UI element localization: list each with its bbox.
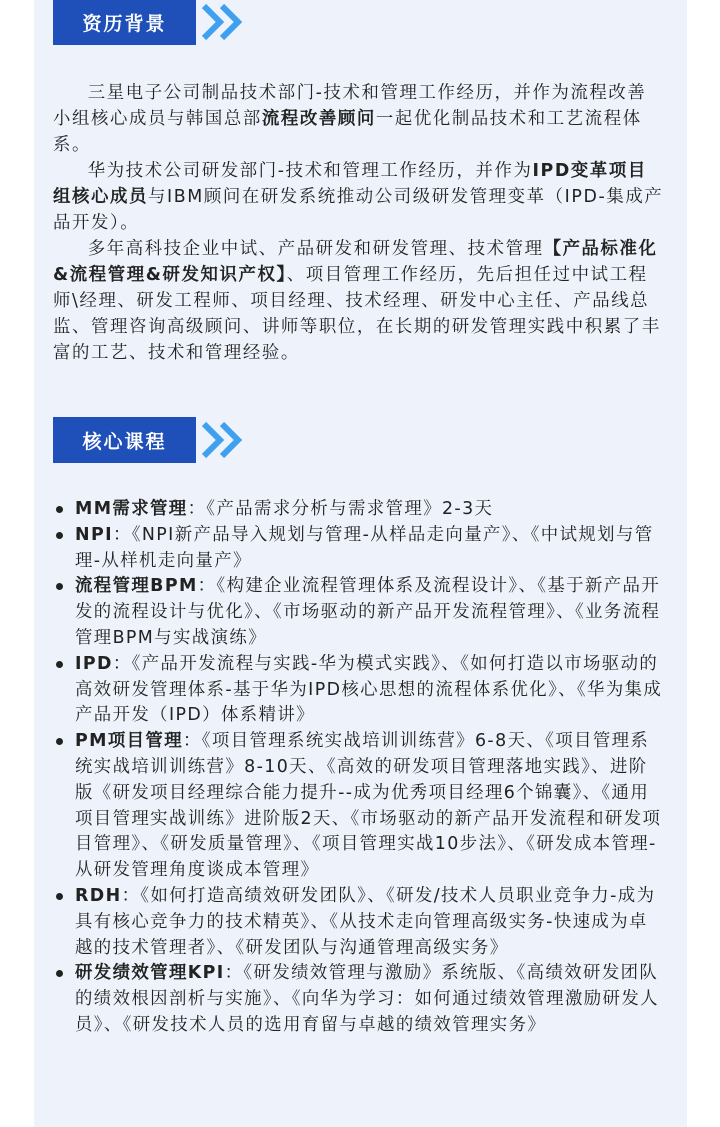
course-description: ：《研发绩效管理与激励》系统版、《高绩效研发团队的绩效根因剖析与实施》、《向华为学习：如何通过绩效管理激励研发人员》、《研发技术人员的选用育留与卓越的绩效管理实务》	[75, 963, 659, 1035]
bold-text-segment: 【产品标准化&流程管理&研发知识产权】	[53, 239, 658, 285]
course-name: 流程管理BPM	[75, 576, 198, 597]
course-description: ：《构建企业流程管理体系及流程设计》、《基于新产品开发的流程设计与优化》、《市场驱动的新产品开发流程管理》、《业务流程管理BPM与实战演练》	[75, 576, 661, 648]
course-item-bpm	[53, 574, 666, 651]
course-name: 研发绩效管理KPI	[75, 963, 225, 984]
course-list	[53, 497, 666, 1039]
background-paragraph-2	[53, 158, 665, 236]
course-description: ：《NPI新产品导入规划与管理-从样品走向量产》、《中试规划与管理-从样机走向量产》	[75, 524, 654, 571]
course-description: ：《产品开发流程与实践-华为模式实践》、《如何打造以市场驱动的高效研发管理体系-基于华为IPD核心思想的流程体系优化》、《华为集成产品开发（IPD）体系精讲》	[75, 653, 663, 726]
course-item-pm	[53, 729, 666, 884]
course-item-npi	[53, 523, 666, 575]
courses-section-title: 核心课程	[53, 417, 196, 463]
text-segment: 多年高科技企业中试、产品研发和研发管理、技术管理	[87, 239, 544, 259]
bold-text-segment: 流程改善顾问	[261, 109, 376, 129]
course-item-ipd	[53, 652, 666, 729]
course-item-mm	[53, 497, 666, 523]
course-item-kpi	[53, 961, 666, 1038]
text-segment: 、项目管理工作经历，先后担任过中试工程师\经理、研发工程师、项目经理、技术经理、研发中心主任、产品线总监、管理咨询高级顾问、讲师等职位，在长期的研发管理实践中积累了丰富的工艺、技术和管理经验。	[53, 265, 661, 363]
double-chevron-right-icon	[202, 3, 246, 41]
course-description: ：《项目管理系统实战培训训练营》6-8天、《项目管理系统实战培训训练营》8-10天、《高效的研发项目管理落地实践》、进阶版《研发项目经理综合能力提升--成为优秀项目经理6个锦囊》、《通用项目管理实战训练》进阶版2天、《市场驱动的新产品开发流程和研发项目管理》、《研发质量管理》、《项目管理实战10步法》、《研发成本管理-从研发管理角度谈成本管理》	[75, 731, 662, 881]
background-paragraph-3	[53, 236, 665, 366]
course-description: ：《产品需求分析与需求管理》2-3天	[187, 499, 494, 519]
double-chevron-right-icon	[202, 421, 246, 459]
course-name: PM项目管理	[75, 731, 184, 752]
bullet-icon	[56, 970, 63, 977]
bullet-icon	[56, 738, 63, 745]
background-section-title: 资历背景	[53, 0, 196, 45]
bullet-icon	[56, 583, 63, 590]
bold-text-segment: IPD变革项目组核心成员	[53, 161, 647, 207]
text-segment: 一起优化制品技术和工艺流程体系。	[53, 109, 642, 155]
background-paragraph-1	[53, 80, 665, 158]
course-item-rdh	[53, 884, 666, 961]
background-text	[53, 80, 665, 366]
course-name: RDH	[75, 885, 122, 906]
course-description: ：《如何打造高绩效研发团队》、《研发/技术人员职业竞争力-成为具有核心竞争力的技术精英》、《从技术走向管理高级实务-快速成为卓越的技术管理者》、《研发团队与沟通管理高级实务》	[75, 885, 656, 958]
text-segment: 华为技术公司研发部门-技术和管理工作经历，并作为	[87, 161, 533, 181]
text-segment: 与IBM顾问在研发系统推动公司级研发管理变革（IPD-集成产品开发）。	[53, 187, 664, 233]
course-name: IPD	[75, 653, 113, 674]
course-name: NPI	[75, 524, 113, 545]
course-name: MM需求管理	[75, 499, 188, 519]
bullet-icon	[56, 506, 63, 513]
bullet-icon	[56, 893, 63, 900]
bullet-icon	[56, 661, 63, 668]
text-segment: 三星电子公司制品技术部门-技术和管理工作经历，并作为流程改善小组核心成员与韩国总部	[53, 83, 647, 129]
bullet-icon	[56, 532, 63, 539]
